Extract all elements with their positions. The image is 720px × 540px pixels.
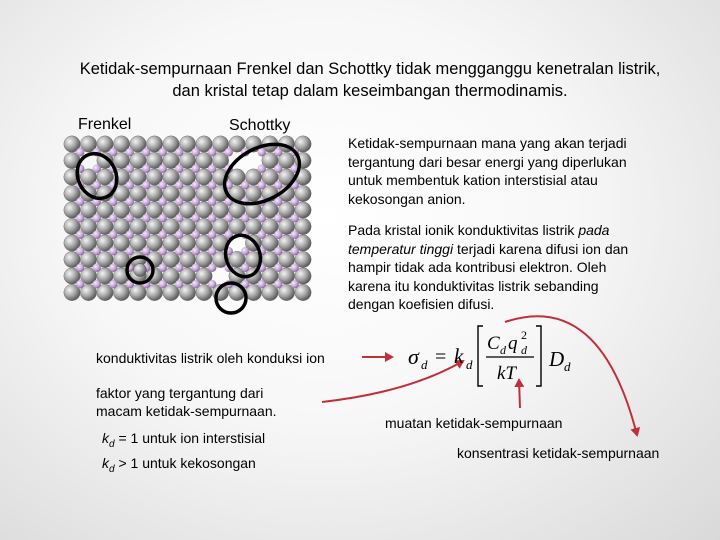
frenkel-label: Frenkel: [78, 116, 132, 133]
formula-exponent: 2: [521, 328, 527, 342]
kd-vacancy: [102, 454, 265, 479]
formula-C-sub: d: [500, 343, 506, 357]
formula-q: q: [508, 333, 518, 354]
paragraph-energy-line-1: Ketidak-sempurnaan mana yang akan terjadi: [348, 135, 627, 151]
kd-vacancy-text: > 1 untuk kekosongan: [114, 454, 256, 471]
formula-left-bracket: [478, 326, 483, 386]
kd-interstitial: [102, 429, 265, 454]
formula-D: D: [549, 347, 565, 371]
factor-annotation-line-2: macam ketidak-sempurnaan.: [96, 403, 277, 419]
frenkel-interstitial-ring: [127, 257, 153, 283]
kd-values: [102, 429, 265, 479]
formula-q-sub: d: [521, 343, 527, 357]
factor-annotation-line-1: faktor yang tergantung dari: [96, 385, 264, 401]
charge-annotation: muatan ketidak-sempurnaan: [385, 415, 563, 431]
kd-symbol-1: k: [102, 430, 109, 446]
factor-annotation: [96, 384, 277, 420]
kd-subscript-2: d: [109, 463, 115, 475]
formula-kT: kT: [497, 363, 516, 384]
paragraph-energy-line-2: tergantung dari besar energi yang diperlukan: [348, 153, 627, 170]
formula-equals: =: [435, 346, 447, 368]
paragraph-conductivity-line-4: karena itu konduktivitas listrik sebanding: [348, 277, 599, 294]
schottky-vacancy-ring-middle: [220, 231, 265, 281]
frenkel-vacancy-ring: [70, 147, 124, 205]
title-line-2: dan kristal tetap dalam keseimbangan thermodinamis.: [172, 82, 568, 100]
formula-sigma-sub: d: [421, 357, 428, 372]
paragraph-conductivity-line-1: [348, 221, 628, 240]
paragraph-conductivity-text-2: terjadi karena difusi ion dan: [453, 240, 629, 257]
conductivity-formula: [404, 322, 584, 392]
kd-interstitial-text: = 1 untuk ion interstisial: [114, 430, 266, 446]
paragraph-conductivity-italic-1: pada: [578, 222, 610, 238]
formula-right-bracket: [536, 326, 541, 386]
formula-sigma: σ: [408, 344, 419, 369]
paragraph-conductivity-line-3: hampir tidak ada kontribusi elektron. Oleh: [348, 259, 607, 275]
paragraph-conductivity-line-2: [348, 240, 628, 259]
paragraph-conductivity: [348, 221, 628, 314]
schottky-vacancy-ring-upper: [214, 132, 309, 215]
paragraph-energy: [348, 134, 627, 208]
concentration-annotation: konsentrasi ketidak-sempurnaan: [457, 445, 660, 461]
formula-k: k: [454, 344, 464, 368]
kd-symbol-2: k: [102, 454, 109, 471]
conductivity-annotation: konduktivitas listrik oleh konduksi ion: [96, 350, 325, 366]
paragraph-conductivity-text-1: Pada kristal ionik konduktivitas listrik: [348, 222, 579, 238]
paragraph-energy-line-3: untuk membentuk kation interstisial atau: [348, 172, 598, 188]
schottky-label: Schottky: [229, 117, 291, 134]
formula-D-sub: d: [564, 359, 571, 374]
formula-C: C: [487, 333, 500, 354]
title-line-1: Ketidak-sempurnaan Frenkel dan Schottky tidak mengganggu kenetralan listrik,: [79, 60, 661, 78]
schottky-vacancy-ring-lower: [216, 283, 246, 313]
paragraph-conductivity-italic-2: temperatur tinggi: [348, 240, 454, 257]
kd-subscript-1: d: [109, 438, 115, 450]
paragraph-conductivity-line-5: dengan koefisien difusi.: [348, 296, 495, 312]
formula-k-sub: d: [466, 357, 473, 372]
paragraph-energy-line-4: kekosongan anion.: [348, 190, 466, 207]
